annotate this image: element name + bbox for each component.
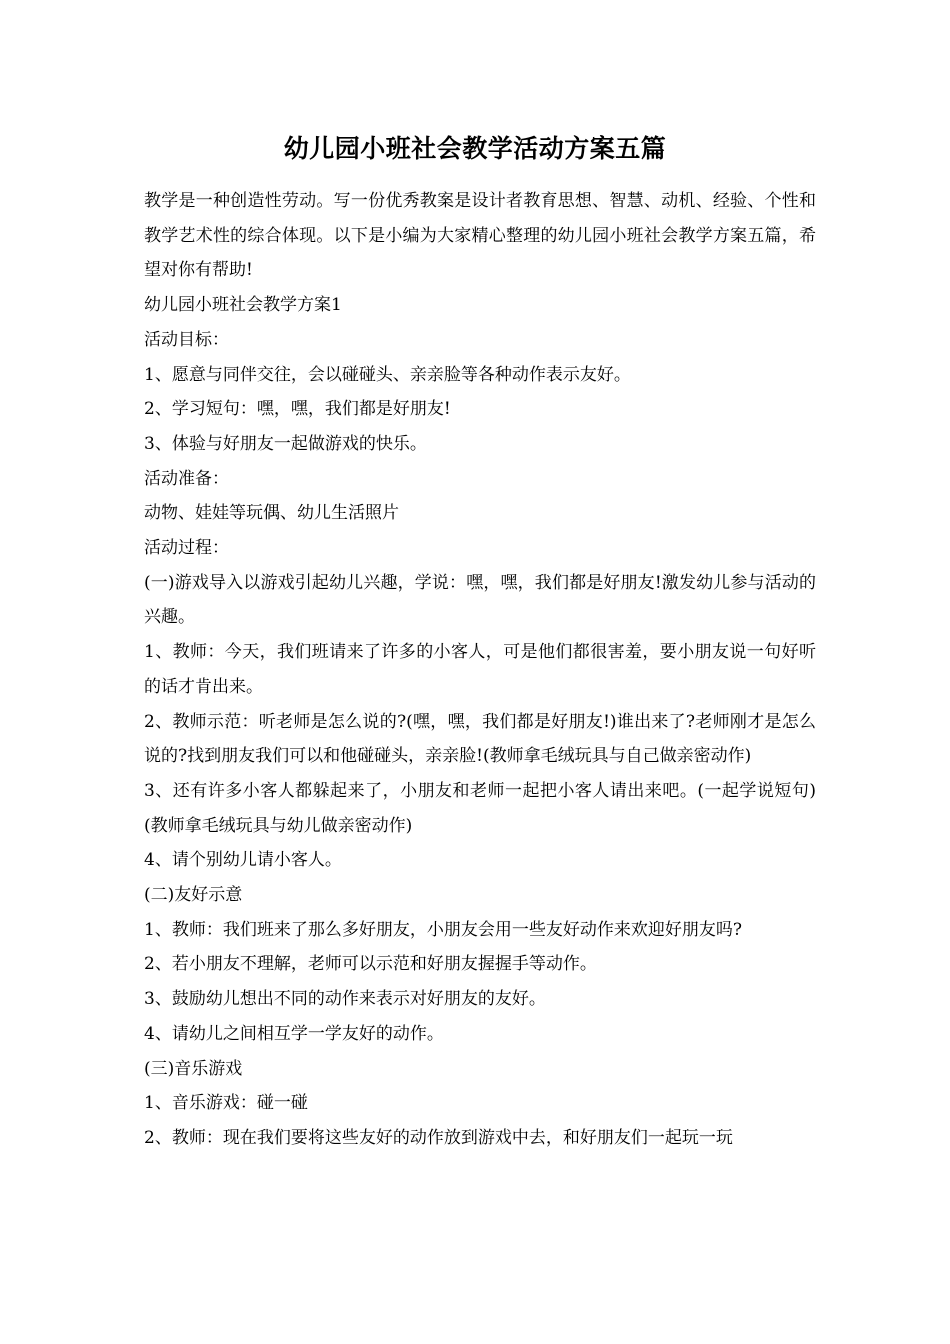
- subheading-process: 活动过程：: [144, 538, 229, 559]
- document-title: 幼儿园小班社会教学活动方案五篇: [283, 134, 667, 163]
- process-step-heading: (二)友好示意: [144, 885, 243, 906]
- preparation-text: 动物、娃娃等玩偶、幼儿生活照片: [144, 503, 399, 524]
- subheading-goals: 活动目标：: [144, 329, 229, 350]
- process-item: 1、教师：今天，我们班请来了许多的小客人，可是他们都很害羞，要小朋友说一句好听的话才肯出来。: [144, 642, 816, 697]
- goal-item: 3、体验与好朋友一起做游戏的快乐。: [144, 433, 427, 454]
- goal-item: 1、愿意与同伴交往，会以碰碰头、亲亲脸等各种动作表示友好。: [144, 364, 631, 385]
- process-item: 3、还有许多小客人都躲起来了，小朋友和老师一起把小客人请出来吧。(一起学说短句)(教师拿毛绒玩具与幼儿做亲密动作): [144, 780, 816, 836]
- document-body: [144, 184, 816, 1156]
- subheading-preparation: 活动准备：: [144, 468, 229, 489]
- intro-paragraph: 教学是一种创造性劳动。写一份优秀教案是设计者教育思想、智慧、动机、经验、个性和教学艺术性的综合体现。以下是小编为大家精心整理的幼儿园小班社会教学方案五篇，希望对你有帮助!: [144, 191, 816, 281]
- process-item: 1、教师：我们班来了那么多好朋友，小朋友会用一些友好动作来欢迎好朋友吗?: [144, 919, 742, 940]
- process-item: 2、教师：现在我们要将这些友好的动作放到游戏中去，和好朋友们一起玩一玩: [144, 1127, 733, 1148]
- process-item: 4、请幼儿之间相互学一学友好的动作。: [144, 1023, 444, 1044]
- process-item: 1、音乐游戏：碰一碰: [144, 1093, 308, 1114]
- process-step-heading: (三)音乐游戏: [144, 1058, 243, 1079]
- process-step-heading: (一)游戏导入以游戏引起幼儿兴趣，学说：嘿，嘿，我们都是好朋友!激发幼儿参与活动的兴趣。: [144, 572, 816, 628]
- goal-item: 2、学习短句：嘿，嘿，我们都是好朋友!: [144, 399, 451, 420]
- process-item: 2、教师示范：听老师是怎么说的?(嘿，嘿，我们都是好朋友!)谁出来了?老师刚才是怎么说的?找到朋友我们可以和他碰碰头，亲亲脸!(教师拿毛绒玩具与自己做亲密动作): [144, 711, 816, 767]
- process-item: 3、鼓励幼儿想出不同的动作来表示对好朋友的友好。: [144, 989, 546, 1010]
- process-item: 2、若小朋友不理解，老师可以示范和好朋友握握手等动作。: [144, 954, 597, 975]
- process-item: 4、请个别幼儿请小客人。: [144, 850, 342, 871]
- section-heading: 幼儿园小班社会教学方案1: [144, 295, 342, 316]
